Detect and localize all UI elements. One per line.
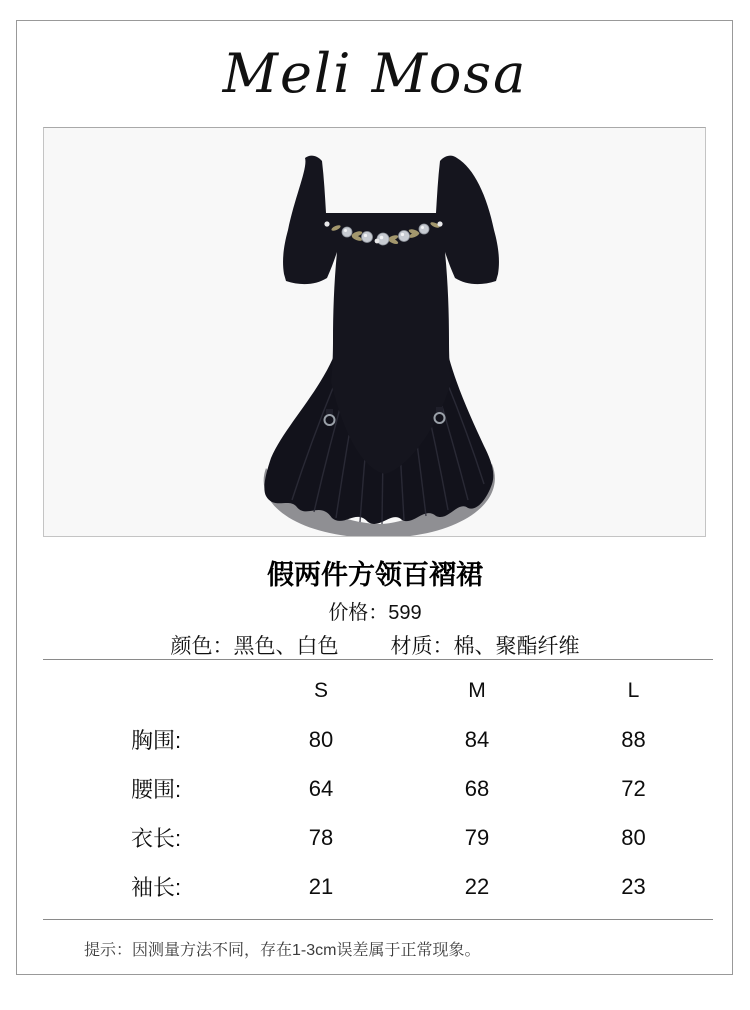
product-image: [44, 128, 705, 536]
size-column-l: L: [627, 678, 640, 702]
size-table: [43, 666, 712, 911]
product-price: 价格：599: [328, 602, 422, 624]
product-photo-box: [43, 127, 706, 537]
sleeve-m: 22: [464, 873, 490, 899]
sleeve-l: 23: [621, 873, 646, 899]
row-label-bust: 胸围:: [131, 728, 182, 753]
bust-l: 88: [621, 726, 646, 752]
product-color: 颜色：黑色、白色: [170, 635, 339, 658]
table-top-rule: [43, 659, 713, 660]
length-s: 78: [308, 824, 334, 850]
waist-s: 64: [308, 775, 334, 801]
brand-logo: Meli Mosa: [222, 42, 528, 105]
product-material: 材质：棉、聚酯纤维: [390, 635, 580, 658]
length-l: 80: [621, 824, 646, 850]
size-column-s: S: [313, 678, 328, 702]
row-label-waist: 腰围:: [131, 777, 182, 802]
bust-m: 84: [464, 726, 490, 752]
bust-s: 80: [308, 726, 334, 752]
row-label-length: 衣长:: [131, 826, 182, 851]
product-title: 假两件方领百褶裙: [267, 560, 483, 590]
product-specs-row: [0, 630, 750, 660]
sleeve-s: 21: [308, 873, 334, 899]
waist-m: 68: [464, 775, 490, 801]
waist-l: 72: [621, 775, 646, 801]
measurement-note: 提示：因测量方法不同，存在1-3cm误差属于正常现象。: [84, 942, 481, 959]
row-label-sleeve: 袖长:: [131, 875, 182, 900]
length-m: 79: [464, 824, 490, 850]
note-top-rule: [43, 919, 713, 920]
size-column-m: M: [468, 678, 486, 702]
